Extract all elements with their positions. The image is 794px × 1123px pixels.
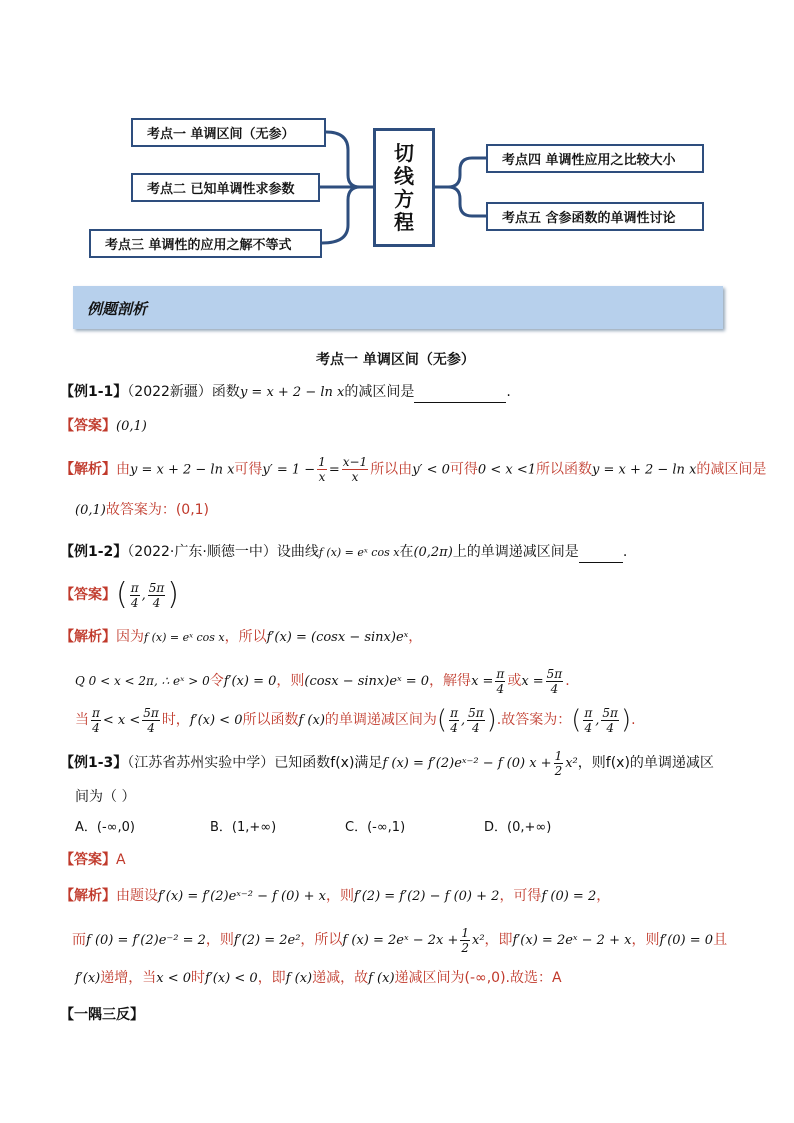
- option-c: C．(-∞,1): [345, 820, 406, 835]
- answer-blank: [414, 382, 506, 403]
- answer-1-1: [60, 416, 147, 437]
- answer-1-2: 【答案】( $\frac{\pi}{4}$ , $\frac{5\pi}{4}$ ): [60, 577, 179, 612]
- text: 所以函数: [535, 461, 592, 478]
- fraction: [583, 706, 593, 735]
- text: 递增，当: [100, 970, 157, 986]
- banner-label: 例题剖析: [87, 300, 148, 318]
- paren: (: [436, 705, 448, 735]
- option-a: A．(-∞,0): [75, 820, 135, 835]
- analysis-1-2-line2: [75, 664, 570, 698]
- denominator: 4: [147, 720, 155, 735]
- center-char: 切: [394, 140, 414, 165]
- text: ，则: [325, 888, 354, 904]
- text: ，则f(x)的单调递减区: [577, 755, 714, 771]
- section-title: 考点一 单调区间（无参）: [316, 352, 475, 368]
- fraction: [601, 706, 619, 735]
- numerator: π: [450, 705, 458, 720]
- text: 故答案为：(0,1): [105, 502, 210, 518]
- formula: f′(x) = 0: [223, 674, 277, 689]
- denominator: 4: [496, 681, 505, 696]
- formula: f′(x) = f′(2)eˣ⁻² − f (0) + x: [158, 889, 326, 904]
- example-tag: 【例1-1】: [60, 384, 128, 400]
- center-char: 程: [394, 209, 414, 234]
- paren: ): [620, 705, 632, 735]
- denominator: x: [351, 470, 359, 484]
- text: 且: [713, 932, 728, 948]
- fraction: [142, 706, 160, 735]
- formula: f (0) = 2: [541, 889, 597, 904]
- numerator: π: [130, 580, 139, 595]
- formula: f (x) = eˣ cos x: [318, 546, 400, 559]
- numerator: 5π: [148, 580, 165, 595]
- formula: f′(2) = 2e²: [233, 933, 301, 948]
- formula: f (0) = f′(2)e⁻² = 2: [86, 933, 206, 948]
- text: 递减区间为(-∞,0).故选：A: [394, 970, 562, 986]
- center-char: 方: [394, 186, 414, 211]
- text: .: [565, 673, 570, 689]
- formula: f (x) = eˣ cos x: [144, 631, 225, 644]
- center-char: 线: [394, 163, 414, 188]
- text: ，则: [205, 932, 234, 948]
- text: 当: [75, 712, 89, 728]
- formula: x < 0: [156, 971, 192, 986]
- topic-box-5: 考点五 含参函数的单调性讨论: [486, 202, 704, 231]
- text: （2022·广东·顺德一中）设曲线: [127, 544, 319, 560]
- fraction: [495, 667, 505, 696]
- text: 的减区间是: [344, 384, 415, 400]
- analysis-tag: 【解析】: [60, 888, 116, 904]
- formula: f′(0) = 0: [659, 933, 714, 948]
- numerator: π: [584, 705, 593, 720]
- numerator: π: [496, 666, 505, 681]
- text: 时，: [161, 712, 190, 728]
- section-banner: [73, 286, 723, 329]
- fraction: [91, 706, 101, 735]
- text: ，: [596, 888, 611, 904]
- fraction: [449, 706, 459, 735]
- text: .: [506, 384, 511, 400]
- denominator: 4: [550, 681, 559, 696]
- fraction: [460, 926, 470, 955]
- formula: f (x): [298, 713, 325, 728]
- formula: f′(x) < 0: [189, 713, 243, 728]
- text: ，即: [257, 970, 286, 986]
- denominator: 4: [92, 720, 100, 735]
- analysis-1-3-line2: [72, 924, 727, 956]
- numerator: π: [92, 705, 100, 720]
- text: 上的单调递减区间是: [452, 544, 579, 560]
- formula: f′(x): [75, 971, 101, 986]
- analysis-1-2: [60, 627, 422, 648]
- text: ，即: [484, 932, 513, 948]
- denominator: 2: [461, 940, 469, 955]
- text: ，所以: [224, 629, 267, 645]
- formula: (0,2π): [413, 545, 453, 560]
- paren: ): [167, 577, 179, 612]
- denominator: x: [318, 470, 326, 484]
- text: ，: [408, 629, 423, 645]
- analysis-1-2-line3: 当 $\frac{\pi}{4}$ < x < $\frac{5\pi}{4}$ 时，f′(x) < 0所以函数f (x)的单调递减区间为( $\frac{\pi}{4}$ , $\frac{5\pi}{4}$ ).故答案为：( $\frac{\pi}{4}$ , $\frac{5\pi}{4}$ ).: [75, 705, 636, 735]
- formula: f (x) = 2eˣ − 2x +: [342, 933, 459, 948]
- denominator: 4: [450, 720, 458, 735]
- text: （江苏省苏州实验中学）已知函数f(x)满足: [127, 755, 383, 771]
- formula: f (x) = f′(2)eˣ⁻² − f (0) x +: [382, 756, 552, 771]
- formula: Q 0 < x < 2π, ∴ eˣ > 0: [75, 674, 210, 688]
- text: ，可得: [499, 888, 542, 904]
- formula: y′ = 1 −: [262, 462, 316, 478]
- formula: x =: [521, 674, 544, 689]
- analysis-1-1-line2: [75, 500, 209, 521]
- denominator: 2: [554, 763, 563, 778]
- numerator: 5π: [602, 705, 618, 720]
- numerator: x−1: [342, 455, 368, 469]
- formula: x²: [472, 933, 485, 948]
- text: 而: [72, 932, 86, 948]
- denominator: 4: [152, 595, 161, 610]
- numerator: 5π: [143, 705, 159, 720]
- text: 的单调递减区间为: [324, 712, 437, 728]
- option-b: B．(1,+∞): [210, 820, 277, 835]
- fraction: [467, 706, 485, 735]
- paren: (: [116, 577, 128, 612]
- numerator: 1: [461, 925, 469, 940]
- text: 由题设: [116, 888, 158, 904]
- formula: x²: [565, 756, 578, 771]
- text: ，则: [631, 932, 660, 948]
- answer-tag: 【答案】: [60, 418, 116, 434]
- text: 由: [116, 461, 130, 478]
- denominator: 4: [584, 720, 593, 735]
- answer-value: A: [116, 852, 126, 868]
- answer-tag: 【答案】: [60, 852, 116, 868]
- formula: (cosx − sinx)eˣ = 0: [304, 674, 430, 689]
- example-1-3: [60, 748, 714, 778]
- formula: < x <: [102, 713, 141, 728]
- analysis-1-3: [60, 886, 610, 907]
- formula: 0 < x <1: [477, 462, 536, 478]
- formula: y = x + 2 − ln x: [591, 462, 697, 478]
- center-topic: [373, 128, 435, 247]
- formula: (0,1): [75, 503, 106, 518]
- text: 所以函数: [242, 712, 299, 728]
- numerator: 5π: [546, 666, 563, 681]
- formula: f′(x) = 2eˣ − 2 + x: [512, 933, 632, 948]
- denominator: 4: [606, 720, 614, 735]
- analysis-1-3-line3: [75, 968, 562, 989]
- fraction: [130, 581, 140, 610]
- example-1-2: [60, 542, 627, 563]
- analysis-tag: 【解析】: [60, 629, 116, 645]
- option-d: D．(0,+∞): [484, 820, 552, 835]
- analysis-1-1: [60, 455, 766, 484]
- formula: f′(x) < 0: [205, 971, 258, 986]
- analysis-tag: 【解析】: [60, 461, 116, 478]
- formula: f (x): [368, 971, 395, 986]
- formula: y′ < 0: [412, 462, 450, 478]
- text: 的减区间是: [696, 461, 767, 478]
- formula: f′(x) = (cosx − sinx)eˣ: [266, 630, 409, 645]
- text: .: [631, 712, 636, 728]
- text: 令: [209, 673, 224, 689]
- formula: y = x + 2 − ln x: [239, 385, 345, 400]
- topic-box-2: 考点二 已知单调性求参数: [131, 173, 320, 202]
- formula: f (x): [285, 971, 313, 986]
- formula: x =: [471, 674, 494, 689]
- example-1-1: [60, 382, 511, 403]
- text: ，解得: [429, 673, 472, 689]
- denominator: 4: [130, 595, 139, 610]
- answer-1-3: [60, 850, 126, 870]
- text: （2022新疆）函数: [127, 384, 240, 400]
- answer-tag: 【答案】: [60, 587, 116, 603]
- fraction: [342, 455, 368, 484]
- text: 可得: [449, 461, 478, 478]
- formula: f′(2) = f′(2) − f (0) + 2: [353, 889, 500, 904]
- numerator: 1: [554, 748, 563, 763]
- denominator: 4: [472, 720, 480, 735]
- text: 所以由: [370, 461, 413, 478]
- text: 时: [191, 970, 206, 986]
- text: 在: [399, 544, 414, 560]
- answer-value: (0,1): [116, 419, 147, 434]
- text: ，则: [276, 673, 305, 689]
- answer-blank: [579, 542, 623, 563]
- paren: ): [486, 705, 497, 735]
- footer-tag: 【一隅三反】: [60, 1007, 144, 1023]
- text: 因为: [116, 629, 144, 645]
- paren: (: [571, 705, 582, 735]
- topic-box-1: 考点一 单调区间（无参）: [131, 118, 326, 147]
- formula: =: [328, 462, 340, 478]
- text: .: [622, 544, 628, 560]
- example-tag: 【例1-3】: [60, 755, 128, 771]
- numerator: 5π: [468, 705, 484, 720]
- example-tag: 【例1-2】: [60, 544, 128, 560]
- text: ，所以: [300, 932, 343, 948]
- numerator: 1: [318, 455, 326, 469]
- fraction: [554, 749, 564, 778]
- fraction: [148, 581, 166, 610]
- text: 递减，故: [312, 970, 369, 986]
- text: 可得: [234, 461, 263, 478]
- topic-box-3: 考点三 单调性的应用之解不等式: [89, 229, 322, 258]
- example-1-3-line2: 间为（ ）: [75, 789, 136, 805]
- topic-box-4: 考点四 单调性应用之比较大小: [486, 144, 704, 173]
- formula: y = x + 2 − ln x: [130, 462, 235, 478]
- text: .故答案为：: [496, 712, 572, 728]
- fraction: [317, 455, 327, 484]
- fraction: [546, 667, 564, 696]
- text: 或: [507, 673, 522, 689]
